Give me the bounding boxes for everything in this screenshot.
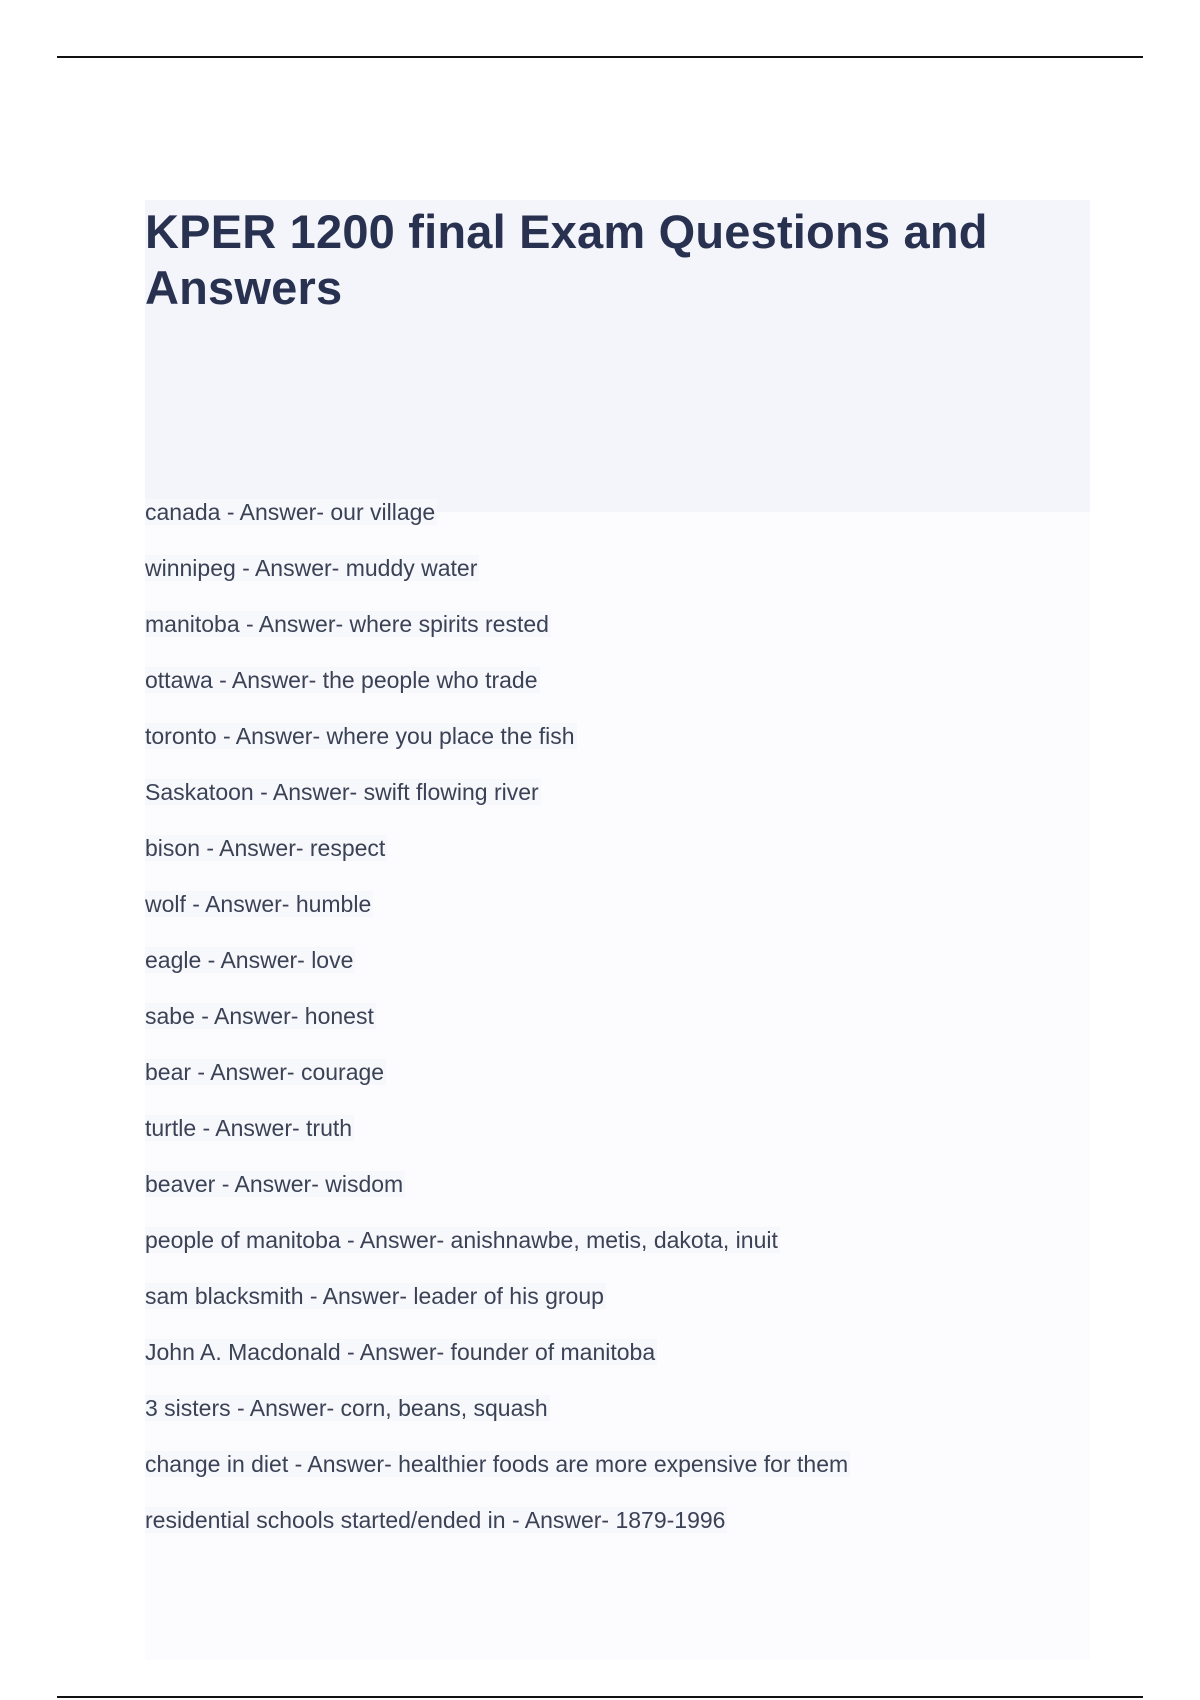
qa-text: residential schools started/ended in - Answer- 1879-1996 [145,1507,726,1533]
qa-text: bison - Answer- respect [145,835,386,861]
qa-text: wolf - Answer- humble [145,891,372,917]
qa-item [145,708,1090,764]
qa-item [145,1156,1090,1212]
qa-item [145,876,1090,932]
qa-item [145,764,1090,820]
qa-item [145,652,1090,708]
qa-item [145,1492,1090,1548]
qa-text: winnipeg - Answer- muddy water [145,555,478,581]
qa-text: Saskatoon - Answer- swift flowing river [145,779,539,805]
qa-text: sam blacksmith - Answer- leader of his group [145,1283,604,1309]
top-rule [57,56,1143,58]
qa-item [145,820,1090,876]
document-page [145,200,1090,1660]
qa-item [145,1044,1090,1100]
qa-item [145,484,1090,540]
qa-text: eagle - Answer- love [145,947,354,973]
qa-text: toronto - Answer- where you place the fish [145,723,575,749]
qa-text: sabe - Answer- honest [145,1003,374,1029]
qa-list [145,484,1090,1548]
qa-text: beaver - Answer- wisdom [145,1171,404,1197]
title-block [145,200,1090,512]
qa-text: 3 sisters - Answer- corn, beans, squash [145,1395,548,1421]
qa-text: bear - Answer- courage [145,1059,385,1085]
qa-item [145,988,1090,1044]
qa-item [145,1100,1090,1156]
qa-item [145,1212,1090,1268]
qa-text: canada - Answer- our village [145,499,436,525]
qa-text: John A. Macdonald - Answer- founder of manitoba [145,1339,656,1365]
document-title: KPER 1200 final Exam Questions and Answers [145,205,988,314]
qa-text: ottawa - Answer- the people who trade [145,667,538,693]
qa-item [145,1436,1090,1492]
qa-text: manitoba - Answer- where spirits rested [145,611,549,637]
qa-item [145,932,1090,988]
bottom-rule [57,1696,1143,1698]
qa-item [145,540,1090,596]
qa-text: change in diet - Answer- healthier foods are more expensive for them [145,1451,849,1477]
qa-item [145,1268,1090,1324]
qa-item [145,1380,1090,1436]
qa-item [145,1324,1090,1380]
qa-text: turtle - Answer- truth [145,1115,353,1141]
qa-text: people of manitoba - Answer- anishnawbe, metis, dakota, inuit [145,1227,778,1253]
qa-item [145,596,1090,652]
